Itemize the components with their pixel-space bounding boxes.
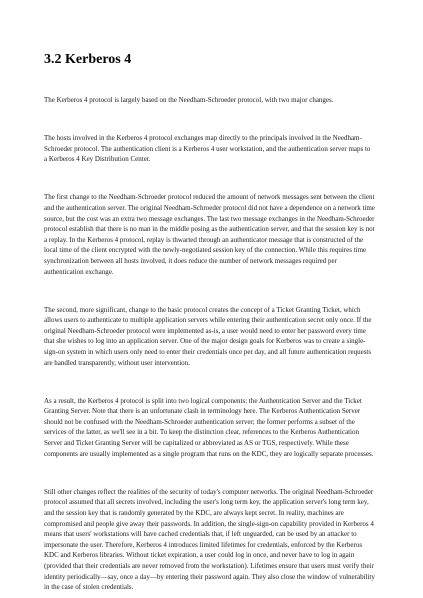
paragraph-components: As a result, the Kerberos 4 protocol is split into two logical components: the Authentication Server and the Ticket Granting Server. Note that there is an unfortunate clash in terminology here. The Kerberos Authentication Server should not be confused with the Needham-Schroeder authentication server; the former performs a subset of the services of the latter, as we'll see in a bit. To keep the distinction clear, references to the Kerberos Authentication Server and Ticket Granting Server will be capitalized or abbreviated as AS or TGS, respectively. While these components are usually implemented as a single program that runs on the KDC, they are logically separate processes. <box>44 396 374 458</box>
paragraph-intro: The Kerberos 4 protocol is largely based on the Needham-Schroeder protocol, with two major changes. <box>44 96 334 104</box>
paragraph-other-changes: Still other changes reflect the realities of the security of today's computer networks. The original Needham-Schroeder protocol assumed that all secrets involved, including the user's long term key, the application server's long term key, and the session key that is randomly generated by the KDC, are always kept secret. In reality, machines are compromised and people give away their passwords. In addition, the single-sign-on capability provided in Kerberos 4 means that users' workstations will have cached credentials that, if left unguarded, can be used by an attacker to impersonate the user. Therefore, Kerberos 4 introduces limited lifetimes for credentials, enforced by the Kerberos KDC and Kerberos libraries. Without ticket expiration, a user could log in once, and never have to log in again (provided that their credentials are never removed from the workstation). Lifetimes ensure that users must verify their identity periodically—say, once a day—by entering their password again. They also close the window of vulnerability in the case of stolen credentials. <box>44 487 375 592</box>
section-title: 3.2 Kerberos 4 <box>44 52 132 67</box>
paragraph-second-change: The second, more significant, change to the basic protocol creates the concept of a Ticket Granting Ticket, which allows users to authenticate to multiple application servers while entering their authentication secret only once. If the original Needham-Schroeder protocol were implemented as-is, a user would need to enter her password every time that she wishes to log into an application server. One of the major design goals for Kerberos was to create a single-sign-on system in which users only need to enter their credentials once per day, and all future authentication requests are handled transparently, without user intervention. <box>44 305 372 367</box>
paragraph-first-change: The first change to the Needham-Schroeder protocol reduced the amount of network messages sent between the client and the authentication server. The original Needham-Schroeder protocol did not have a dependence on a network time source, but the cost was an extra two message exchanges. The last two message exchanges in the Needham-Schroeder protocol establish that there is no man in the middle posing as the authentication server, and that the session key is not a replay. In the Kerberos 4 protocol, replay is thwarted through an authenticator message that is constructed of the local time of the client encrypted with the newly-negotiated session key of the connection. While this requires time synchronization between all hosts involved, it does reduce the number of network messages required per authentication exchange. <box>44 193 375 276</box>
paragraph-hosts: The hosts involved in the Kerberos 4 protocol exchanges map directly to the principals involved in the Needham-Schroeder protocol. The authentication client is a Kerberos 4 user workstation, and the authentication server maps to a Kerberos 4 Key Distribution Center. <box>44 134 371 164</box>
